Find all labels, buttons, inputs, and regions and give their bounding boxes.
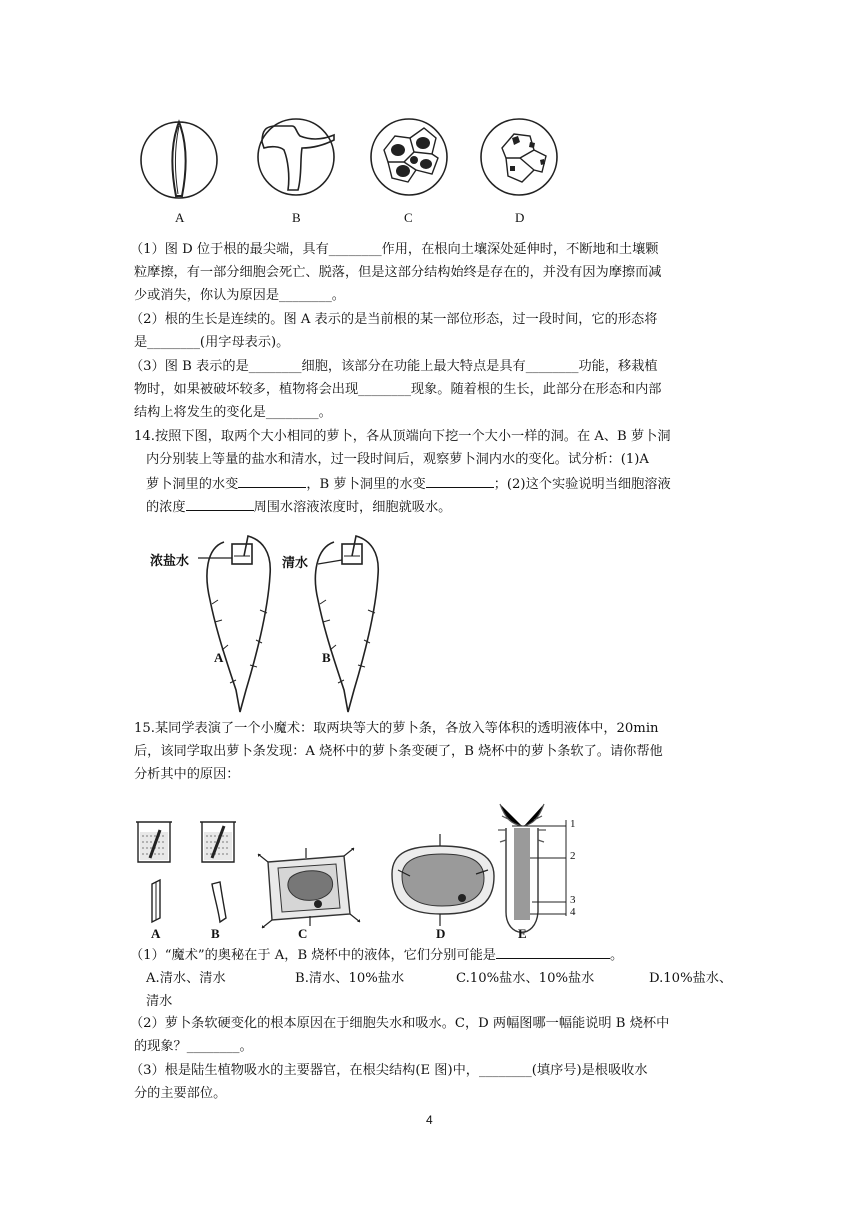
q13-part3-line2: 物时，如果被破坏较多，植物将会出现________现象。随着根的生长，此部分在形态和内部: [134, 382, 662, 397]
option-a[interactable]: A.清水、清水: [146, 971, 226, 986]
q13-part3-line3: 结构上将发生的变化是________。: [134, 405, 332, 420]
root-mark-4: 4: [570, 906, 576, 918]
option-d[interactable]: D.10%盐水、: [649, 971, 733, 986]
radish-strip-a: [152, 880, 160, 922]
q14-line1: 14.按照下图，取两个大小相同的萝卜，各从顶端向下挖一个大小一样的洞。在 A、B 萝卜洞: [134, 429, 671, 444]
option-b[interactable]: B.清水、10%盐水: [295, 971, 405, 986]
q14-line4-b: 周围水溶液浓度时，细胞就吸水。: [253, 500, 452, 515]
option-c[interactable]: C.10%盐水、10%盐水: [456, 971, 595, 986]
page-number: 4: [426, 1113, 433, 1127]
radish-label-a: A: [214, 650, 224, 665]
q13-part1-line1: （1）图 D 位于根的最尖端，具有________作用，在根向土壤深处延伸时，不断地和土壤颗: [130, 242, 659, 257]
beaker-b: [200, 822, 236, 862]
q15-line1: 15.某同学表演了一个小魔术：取两块等大的萝卜条，各放入等体积的透明液体中，20min: [134, 721, 659, 736]
q15-line3: 分析其中的原因：: [134, 767, 240, 782]
q14-line2: 内分别装上等量的盐水和清水，过一段时间后，观察萝卜洞内水的变化。试分析：(1)A: [146, 452, 649, 467]
cell-d-diagram: [392, 834, 494, 926]
cell-label-b: B: [292, 210, 301, 225]
fig-label-e: E: [518, 926, 527, 941]
q15-sub1-text: （1）“魔术”的奥秘在于 A，B 烧杯中的液体，它们分别可能是: [130, 948, 496, 963]
q15-sub2-line1: （2）萝卜条软硬变化的根本原因在于细胞失水和吸水。C，D 两幅图哪一幅能说明 B 烧杯中: [130, 1016, 670, 1031]
root-mark-3: 3: [570, 894, 576, 906]
root-mark-2: 2: [570, 850, 576, 862]
radish-label-b: B: [322, 650, 331, 665]
q14-line3-b: ，B 萝卜洞里的水变: [306, 477, 426, 492]
q13-part2-line1: （2）根的生长是连续的。图 A 表示的是当前根的某一部位形态，过一段时间，它的形态将: [130, 312, 658, 327]
cell-c-diagram: [258, 848, 360, 928]
q15-line2: 后，该同学取出萝卜条发现：A 烧杯中的萝卜条变硬了，B 烧杯中的萝卜条软了。请你帮他: [134, 744, 663, 759]
fig-label-a: A: [151, 926, 161, 941]
label-fresh-water: 清水: [282, 556, 309, 571]
q13-part2-line2: 是________(用字母表示)。: [134, 335, 290, 350]
q13-part3-line1: （3）图 B 表示的是________细胞，该部分在功能上最大特点是具有________功能，移栽植: [130, 359, 658, 374]
cell-label-c: C: [404, 210, 413, 225]
fig-label-d: D: [436, 926, 446, 941]
q15-blank-1[interactable]: [496, 944, 610, 959]
q15-sub2-line2: 的现象？________。: [134, 1039, 253, 1054]
q15-sub1: [130, 944, 623, 966]
fig-label-c: C: [298, 926, 308, 941]
fig-label-b: B: [211, 926, 220, 941]
cell-label-a: A: [175, 210, 185, 225]
beaker-a: [136, 822, 172, 862]
option-d-wrap: 清水: [146, 994, 173, 1009]
radish-strip-b: [212, 882, 226, 922]
cell-label-d: D: [515, 210, 525, 225]
q14-line3-c: ；(2)这个实验说明当细胞溶液: [493, 477, 671, 492]
root-tip-e: [498, 804, 566, 932]
q15-sub3-line2: 分的主要部位。: [134, 1086, 227, 1101]
root-mark-1: 1: [570, 818, 576, 830]
q15-sub1-end: 。: [609, 948, 624, 963]
q13-part1-line3: 少或消失，你认为原因是________。: [134, 288, 345, 303]
q14-line3-a: 萝卜洞里的水变: [146, 477, 239, 492]
label-concentrated-salt-water: 浓盐水: [150, 554, 190, 569]
q14-line4-a: 的浓度: [146, 500, 186, 515]
q13-part1-line2: 粒摩擦，有一部分细胞会死亡、脱落，但是这部分结构始终是存在的，并没有因为摩擦而减: [134, 265, 662, 280]
q15-sub3-line1: （3）根是陆生植物吸水的主要器官，在根尖结构(E 图)中，________(填序号)是根吸收水: [130, 1063, 648, 1078]
